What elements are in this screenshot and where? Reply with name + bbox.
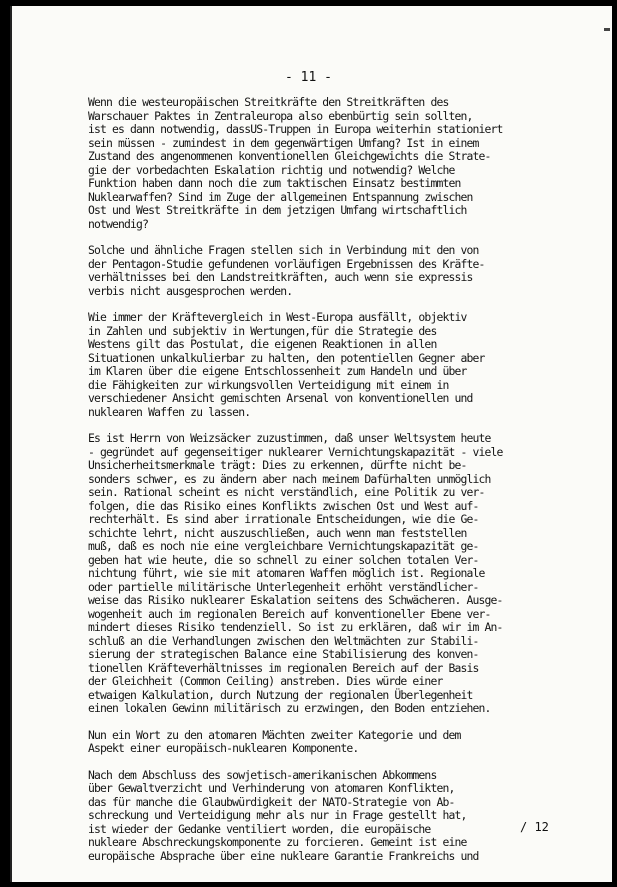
paragraph-4: Es ist Herrn von Weizsäcker zuzustimmen, daß unser Weltsystem heute - gegründet auf gegenseitiger nuklearer Vernichtungskapazität - viele Unsicherheitsmerkmale trägt: Dies zu erkennen, dürfte nicht be- sonders schwer, es zu ändern aber nach meinem Dafürhalten unmöglich sein. Rational scheint es nicht verständlich, eine Politik zu ver- folgen, die das Risiko eines Konflikts zwischen Ost und West auf- rechterhält. Es sind aber irrationale Entscheidungen, wie die Ge- schichte lehrt, nicht auszuschließen, auch wenn man feststellen muß, daß es noch nie eine vergleichbare Vernichtungskapazität ge- geben hat wie heute, die so schnell zu einer solchen totalen Ver- nichtung führt, wie sie mit atomaren Waffen möglich ist. Regionale oder partielle militärische Unterlegenheit erhöht verständlicher- weise das Risiko nuklearer Eskalation seitens des Schwächeren. Ausge- wogenheit auch im regionalen Bereich auf konventioneller Ebene ver- mindert dieses Risiko tendenziell. So ist zu erklären, daß wir im An- schluß an die Verhandlungen zwischen den Weltmächten zur Stabili- sierung der strategischen Balance eine Stabilisierung des konven- tionellen Kräfteverhältnisses im regionalen Bereich auf der Basis der Gleichheit (Common Ceiling) anstreben. Dies würde einer etwaigen Kalkulation, durch Nutzung der regionalen Überlegenheit einen lokalen Gewinn militärisch zu erzwingen, den Boden entziehen.	[88, 431, 503, 715]
document-body	[88, 96, 608, 876]
scan-mark	[604, 28, 610, 31]
page-number: - 11 -	[285, 70, 332, 85]
scan-edge	[612, 0, 617, 887]
paragraph-2: Solche und ähnliche Fragen stellen sich in Verbindung mit den von der Pentagon-Studie gefundenen vorläufigen Ergebnissen des Kräfte- verhältnisses bei den Landstreitkräften, auch wenn sie expressis verbis nicht ausgesprochen werden.	[88, 243, 485, 298]
paragraph-1: Wenn die westeuropäischen Streitkräfte den Streitkräften des Warschauer Paktes in Zentraleuropa also ebenbürtig sein sollten, ist es dann notwendig, dassUS-Truppen in Europa weiterhin stationiert sein müssen - zumindest in dem gegenwärtigen Umfang? Ist in einem Zustand des angenommenen konventionellen Gleichgewichts die Strate- gie der vorbedachten Eskalation richtig und notwendig? Welche Funktion haben dann noch die zum taktischen Einsatz bestimmten Nuklearwaffen? Sind im Zuge der allgemeinen Entspannung zwischen Ost und West Streitkräfte in dem jetzigen Umfang wirtschaftlich notwendig?	[88, 95, 503, 231]
continuation-mark: / 12	[520, 820, 549, 834]
paragraph-6: Nach dem Abschluss des sowjetisch-amerikanischen Abkommens über Gewaltverzicht und Verhinderung von atomaren Konflikten, das für manche die Glaubwürdigkeit der NATO-Strategie von Ab- schreckung und Verteidigung mehr als nur in Frage gestellt hat, ist wieder der Gedanke ventiliert worden, die europäische nukleare Abschreckungskomponente zu forcieren. Gemeint ist eine europäische Absprache über eine nukleare Garantie Frankreichs und	[88, 767, 479, 863]
paragraph-3: Wie immer der Kräftevergleich in West-Europa ausfällt, objektiv in Zahlen und subjektiv in Wertungen,für die Strategie des Westens gilt das Postulat, die eigenen Reaktionen in allen Situationen unkalkulierbar zu halten, den potentiellen Gegner aber im Klaren über die eigene Entschlossenheit zum Handeln und über die Fähigkeiten zur wirkungsvollen Verteidigung mit einem in verschiedener Ansicht gemischten Arsenal von konventionellen und nuklearen Waffen zu lassen.	[88, 310, 485, 419]
paragraph-5: Nun ein Wort zu den atomaren Mächten zweiter Kategorie und dem Aspekt einer europäisch-nuklearen Komponente.	[88, 727, 461, 755]
